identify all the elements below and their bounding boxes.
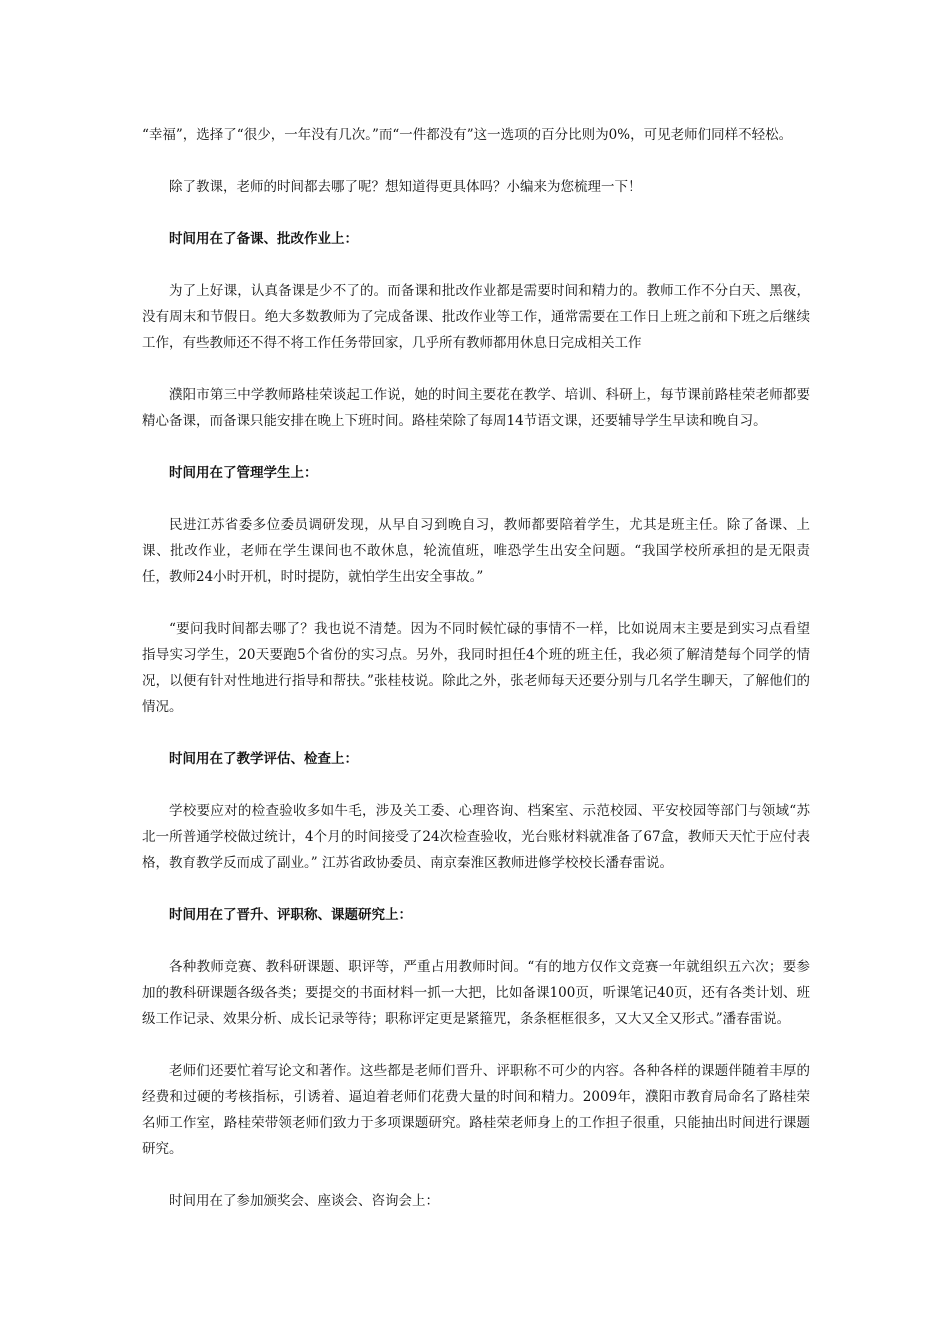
paragraph-lu-guirong: 濮阳市第三中学教师路桂荣谈起工作说，她的时间主要花在教学、培训、科研上，每节课前路桂荣老师都要精心备课，而备课只能安排在晚上下班时间。路桂荣除了每周14节语文课，还要辅导学生早读和晚自习。 <box>142 387 810 429</box>
document-body <box>142 122 810 1240</box>
heading-promotion-research: 时间用在了晋升、评职称、课题研究上： <box>169 907 412 923</box>
heading-student-management: 时间用在了管理学生上： <box>169 465 318 481</box>
paragraph-zhang-guizhi: “要问我时间都去哪了？我也说不清楚。因为不同时候忙碌的事情不一样，比如说周末主要是到实习点看望指导实习学生，20天要跑5个省份的实习点。另外，我同时担任4个班的班主任，我必须了解清楚每个同学的情况，以便有针对性地进行指导和帮扶。”张桂枝说。除此之外，张老师每天还要分别与几名学生聊天，了解他们的情况。 <box>142 621 810 715</box>
paragraph-lesson-prep: 为了上好课，认真备课是少不了的。而备课和批改作业都是需要时间和精力的。教师工作不分白天、黑夜，没有周末和节假日。绝大多数教师为了完成备课、批改作业等工作，通常需要在工作日上班之前和下班之后继续工作，有些教师还不得不将工作任务带回家，几乎所有教师都用休息日完成相关工作 <box>142 283 810 351</box>
paragraph-competitions: 各种教师竞赛、教科研课题、职评等，严重占用教师时间。“有的地方仅作文竞赛一年就组织五六次；要参加的教科研课题各级各类；要提交的书面材料一抓一大把，比如备课100页，听课笔记40页，还有各类计划、班级工作记录、效果分析、成长记录等待；职称评定更是紧箍咒，条条框框很多，又大又全又形式。”潘春雷说。 <box>142 959 810 1027</box>
paragraph-jiangsu-research: 民进江苏省委多位委员调研发现，从早自习到晚自习，教师都要陪着学生，尤其是班主任。除了备课、上 课、批改作业，老师在学生课间也不敢休息，轮流值班，唯恐学生出安全问题。“我国学校所承担的是无限责任，教师24小时开机，时时提防，就怕学生出安全事故。” <box>142 517 810 585</box>
paragraph-inspections: 学校要应对的检查验收多如牛毛，涉及关工委、心理咨询、档案室、示范校园、平安校园等部门与领域“苏北一所普通学校做过统计，4个月的时间接受了24次检查验收，光台账材料就准备了67盒，教师天天忙于应付表格，教育教学反而成了副业。” 江苏省政协委员、南京秦淮区教师进修学校校长潘春雷说。 <box>142 803 810 871</box>
heading-meetings: 时间用在了参加颁奖会、座谈会、咨询会上： <box>169 1193 439 1209</box>
paragraph-intro-question: 除了教课，老师的时间都去哪了呢？想知道得更具体吗？小编来为您梳理一下！ <box>169 179 642 195</box>
paragraph-papers-research: 老师们还要忙着写论文和著作。这些都是老师们晋升、评职称不可少的内容。各种各样的课题伴随着丰厚的经费和过硬的考核指标，引诱着、逼迫着老师们花费大量的时间和精力。2009年，濮阳市教育局命名了路桂荣名师工作室，路桂荣带领老师们致力于多项课题研究。路桂荣老师身上的工作担子很重，只能抽出时间进行课题研究。 <box>142 1063 810 1157</box>
heading-lesson-prep: 时间用在了备课、批改作业上： <box>169 231 358 247</box>
paragraph-survey-conclusion: “幸福”，选择了“很少，一年没有几次。”而“一件都没有”这一选项的百分比则为0%，可见老师们同样不轻松。 <box>142 127 793 143</box>
heading-evaluation-inspection: 时间用在了教学评估、检查上： <box>169 751 358 767</box>
